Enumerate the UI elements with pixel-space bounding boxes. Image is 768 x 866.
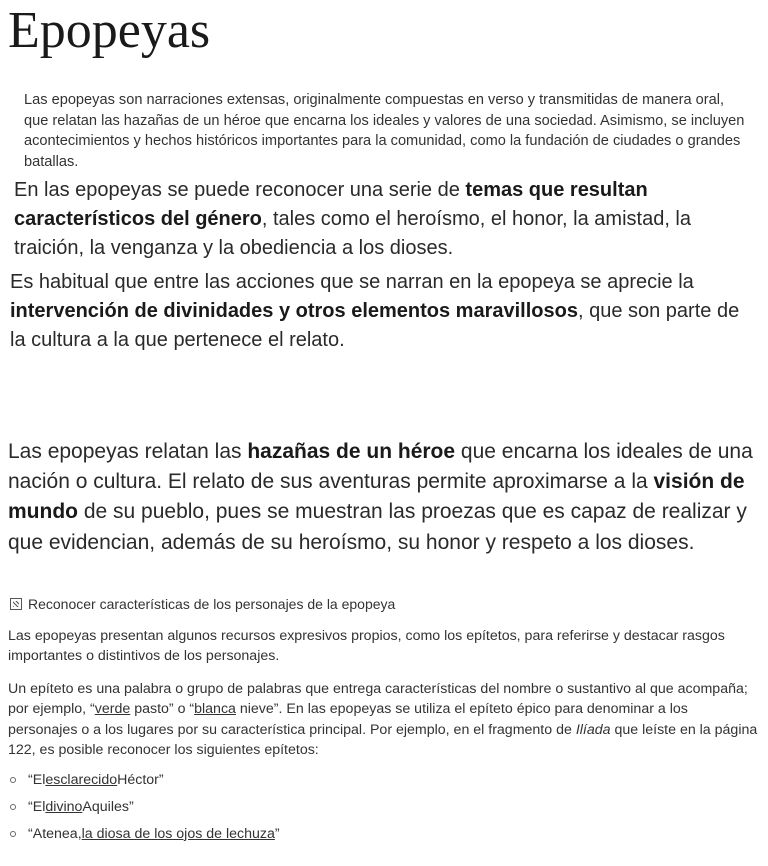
epithets-intro-paragraph: Las epopeyas presentan algunos recursos expresivos propios, como los epítetos, para referirse y destacar rasgos importantes o distintivos de los personajes. <box>8 628 725 665</box>
divinities-paragraph: Es habitual que entre las acciones que se narran en la epopeya se aprecie la intervención de divinidades y otros elementos maravillosos, que son parte de la cultura a la que pertenece el relato. <box>10 271 740 351</box>
themes-paragraph: En las epopeyas se puede reconocer una serie de temas que resultan característicos del género, tales como el heroísmo, el honor, la amistad, la traición, la venganza y la obediencia a los dioses. <box>14 179 691 259</box>
underlined-word: blanca <box>194 701 236 718</box>
underlined-epithet: la diosa de los ojos de lechuza <box>81 825 275 842</box>
bullet-icon <box>10 831 16 837</box>
bold-text: intervención de divinidades y otros elementos maravillosos <box>10 300 578 322</box>
bold-text: temas que resultan característicos del género <box>14 179 648 230</box>
hero-paragraph: Las epopeyas relatan las hazañas de un héroe que encarna los ideales de una nación o cultura. El relato de sus aventuras permite aproximarse a la visión de mundo de su pueblo, pues se muestran las proezas que es capaz de realizar y que evidencian, además de su heroísmo, su honor y respeto a los dioses. <box>8 440 753 554</box>
bullet-icon <box>10 804 16 810</box>
underlined-word: verde <box>94 701 131 718</box>
underlined-epithet: esclarecido <box>45 771 118 788</box>
bullet-icon <box>10 777 16 783</box>
intro-paragraph: Las epopeyas son narraciones extensas, originalmente compuestas en verso y transmitidas de manera oral, que relatan las hazañas de un héroe que encarna los ideales y valores de una sociedad. Asimismo, se incluyen acontecimientos y hechos históricos importantes para la comunidad, como la fundación de ciudades o grandes batallas. <box>24 92 745 171</box>
list-item: “El esclarecido Héctor” <box>8 766 760 793</box>
bold-text: visión de mundo <box>8 470 745 524</box>
book-title: Ilíada <box>575 721 611 738</box>
epithet-list <box>8 766 760 847</box>
section-heading-label: Reconocer características de los personajes de la epopeya <box>28 596 396 612</box>
list-item: “Atenea, la diosa de los ojos de lechuza ” <box>8 820 760 847</box>
checkbox-icon <box>10 598 22 610</box>
underlined-epithet: divino <box>45 798 83 815</box>
epithet-definition-paragraph: Un epíteto es una palabra o grupo de palabras que entrega características del nombre o sustantivo al que acompaña; por ejemplo, “verde pasto” o “blanca nieve”. En las epopeyas se utiliza el epíteto épico para denominar a los personajes o a los lugares por su característica principal. Por ejemplo, en el fragmento de Ilíada que leíste en la página 122, es posible reconocer los siguientes epítetos: <box>8 681 758 759</box>
section-heading <box>10 596 760 612</box>
list-item: “El divino Aquiles” <box>8 793 760 820</box>
page-title: Epopeyas <box>8 2 211 59</box>
bold-text: hazañas de un héroe <box>247 440 456 463</box>
